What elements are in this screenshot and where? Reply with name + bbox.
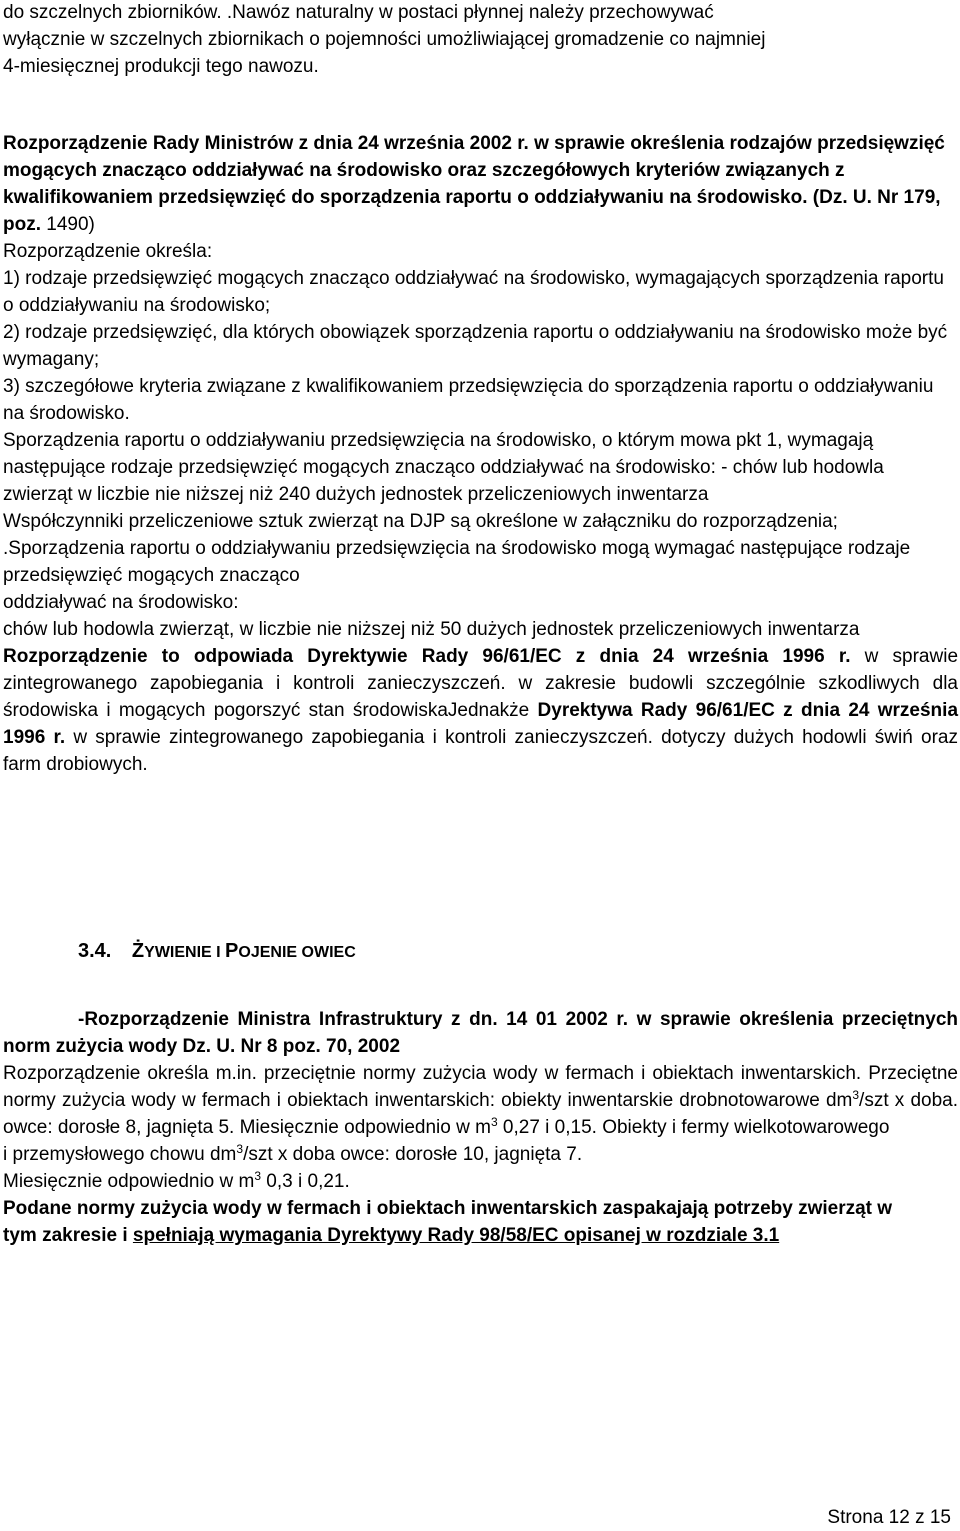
regulation-1-coefficients-paragraph: Współczynniki przeliczeniowe sztuk zwierząt na DJP są określone w załączniku do rozporządzenia;	[3, 511, 838, 532]
regulation-2-block	[3, 1006, 958, 1249]
regulation-2-conclusion	[3, 1195, 908, 1249]
superscript-3: 3	[852, 1088, 860, 1102]
regulation-2-conclusion-text: Podane normy zużycia wody w fermach i obiektach inwentarskich zaspakajają potrzeby zwierząt w tym zakresie i	[3, 1198, 893, 1246]
regulation-1-optional-line-2: oddziaływać na środowisko:	[3, 592, 239, 613]
regulation-2-monthly-b: 0,3 i 0,21.	[261, 1171, 350, 1192]
regulation-1-item-2: 2) rodzaje przedsięwzięć, dla których obowiązek sporządzenia raportu o oddziaływaniu na środowisko może być wymagany;	[3, 322, 948, 370]
regulation-2-conclusion-underlined: spełniają wymagania Dyrektywy Rady 98/58/EC opisanej w rozdziale 3.1	[132, 1225, 780, 1246]
regulation-2-norms-c: 0,27 i 0,15. Obiekty i fermy wielkotowarowego	[497, 1117, 890, 1138]
regulation-2-norms-a: Rozporządzenie określa m.in. przeciętnie normy zużycia wody w fermach i obiektach inwentarskich. Przeciętne normy zużycia wody w fermach i obiektach inwentarskich: obiekty inwentarskie drobnotowarowe dm	[3, 1063, 958, 1111]
regulation-2-monthly-line	[3, 1168, 958, 1195]
regulation-1-item-3: 3) szczegółowe kryteria związane z kwalifikowaniem przedsięwzięcia do sporządzenia raportu o oddziaływaniu na środowisko.	[3, 376, 934, 424]
directive-bold-2: Dyrektywa Rady 96/61/EC z dnia 24 września 1996 r.	[3, 700, 959, 748]
directive-paragraph	[3, 643, 958, 778]
regulation-1-scope-intro: Rozporządzenie określa:	[3, 241, 213, 262]
regulation-2-title	[3, 1006, 958, 1060]
regulation-2-industrial-a: i przemysłowego chowu dm	[3, 1144, 237, 1165]
directive-text-2: w sprawie zintegrowanego zapobiegania i kontroli zanieczyszczeń. dotyczy dużych hodowli świń oraz farm drobiowych.	[3, 727, 958, 775]
regulation-1-title-bold: Rozporządzenie Rady Ministrów z dnia 24 września 2002 r. w sprawie określenia rodzajów przedsięwzięć mogących znacząco oddziaływać na środowisko oraz szczegółowych kryteriów związanych z kwalifikowaniem przedsięwzięć do sporządzenia raportu o oddziaływaniu na środowisko. (Dz. U. Nr 179, poz.	[3, 133, 945, 235]
regulation-2-norms-b: /szt x doba. owce: dorosłe 8, jagnięta 5. Miesięcznie odpowiednio w m	[3, 1090, 958, 1138]
intro-paragraph	[3, 0, 958, 80]
page-number-footer: Strona 12 z 15	[827, 1507, 951, 1528]
regulation-1-item-1: 1) rodzaje przedsięwzięć mogących znacząco oddziaływać na środowisko, wymagających sporządzenia raportu o oddziaływaniu na środowisko;	[3, 268, 944, 316]
superscript-3: 3	[254, 1169, 262, 1183]
section-title-cap-2: P	[225, 940, 239, 962]
section-title-cap-1: Ż	[131, 940, 145, 962]
regulation-2-industrial-b: /szt x doba owce: dorosłe 10, jagnięta 7.	[243, 1144, 583, 1165]
directive-bold-1: Rozporządzenie to odpowiada Dyrektywie Rady 96/61/EC z dnia 24 września 1996 r.	[3, 646, 851, 667]
intro-line-1: do szczelnych zbiorników. .Nawóz naturalny w postaci płynnej należy przechowywać	[3, 2, 714, 23]
regulation-1-optional-paragraph	[3, 535, 958, 643]
regulation-2-industrial-line	[3, 1141, 958, 1168]
intro-line-3: 4-miesięcznej produkcji tego nawozu.	[3, 56, 319, 77]
regulation-1-required-paragraph: Sporządzenia raportu o oddziaływaniu przedsięwzięcia na środowisko, o którym mowa pkt 1, wymagają następujące rodzaje przedsięwzięć mogących znacząco oddziaływać na środowisko: - chów lub hodowla zwierząt w liczbie nie niższej niż 240 dużych jednostek przeliczeniowych inwentarza	[3, 430, 884, 505]
intro-line-2: wyłącznie w szczelnych zbiornikach o pojemności umożliwiającej gromadzenie co najmniej	[3, 29, 766, 50]
regulation-2-norms-paragraph	[3, 1060, 958, 1141]
section-title-rest-1: YWIENIE I	[144, 944, 226, 961]
regulation-1-title	[3, 130, 958, 238]
regulation-1-optional-line-3: chów lub hodowla zwierząt, w liczbie nie niższej niż 50 dużych jednostek przeliczeniowych inwentarza	[3, 619, 860, 640]
section-title-rest-2: OJENIE OWIEC	[238, 944, 356, 961]
regulation-2-monthly-a: Miesięcznie odpowiednio w m	[3, 1171, 255, 1192]
regulation-1-block	[3, 130, 958, 778]
regulation-1-optional-line-1: .Sporządzenia raportu o oddziaływaniu przedsięwzięcia na środowisko mogą wymagać następujące rodzaje przedsięwzięć mogących znacząco	[3, 538, 911, 586]
section-number: 3.4.	[78, 940, 112, 962]
superscript-3: 3	[490, 1115, 498, 1129]
superscript-3: 3	[236, 1142, 244, 1156]
section-heading	[78, 937, 356, 967]
regulation-1-title-tail: 1490)	[41, 214, 95, 235]
regulation-2-title-text: -Rozporządzenie Ministra Infrastruktury z dn. 14 01 2002 r. w sprawie określenia przeciętnych norm zużycia wody Dz. U. Nr 8 poz. 70, 2002	[3, 1009, 958, 1057]
directive-text-1: w sprawie zintegrowanego zapobiegania i kontroli zanieczyszczeń. w zakresie budowli szczególnie szkodliwych dla środowiska i mogących pogorszyć stan środowiskaJednakże	[3, 646, 959, 721]
